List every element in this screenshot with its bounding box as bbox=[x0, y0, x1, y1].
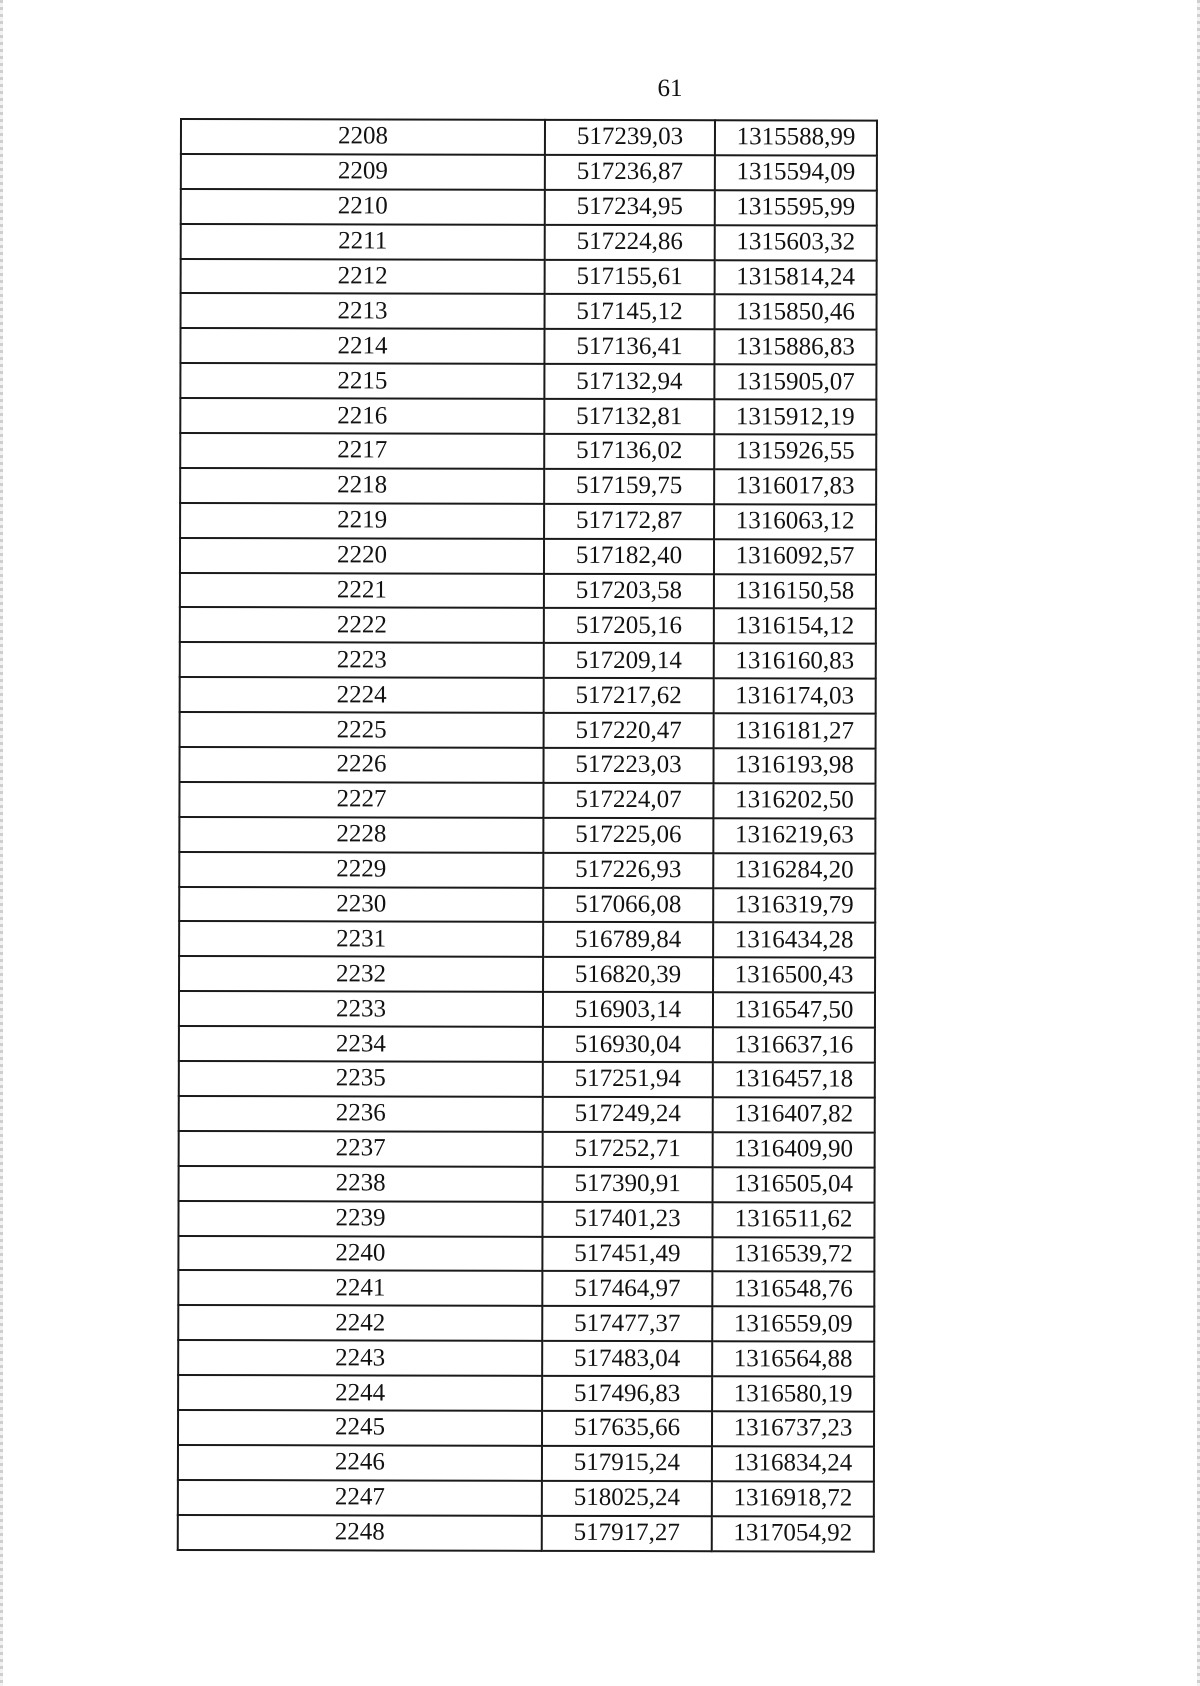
table-row bbox=[178, 1375, 874, 1411]
y-coordinate-cell: 1316737,23 bbox=[712, 1411, 874, 1446]
point-number-cell: 2221 bbox=[180, 573, 544, 609]
table-row bbox=[180, 538, 876, 574]
x-coordinate-cell: 517226,93 bbox=[543, 853, 713, 888]
point-number-cell: 2243 bbox=[178, 1340, 542, 1376]
point-number-cell: 2210 bbox=[181, 189, 545, 225]
y-coordinate-cell: 1315814,24 bbox=[715, 260, 877, 295]
table-row bbox=[179, 747, 875, 783]
point-number-cell: 2242 bbox=[178, 1305, 542, 1341]
x-coordinate-cell: 517220,47 bbox=[544, 713, 714, 748]
y-coordinate-cell: 1316539,72 bbox=[712, 1237, 874, 1272]
x-coordinate-cell: 516820,39 bbox=[543, 957, 713, 992]
x-coordinate-cell: 517182,40 bbox=[544, 539, 714, 574]
y-coordinate-cell: 1316547,50 bbox=[713, 992, 875, 1027]
x-coordinate-cell: 517159,75 bbox=[544, 469, 714, 504]
x-coordinate-cell: 517915,24 bbox=[542, 1446, 712, 1481]
x-coordinate-cell: 517464,97 bbox=[542, 1271, 712, 1306]
y-coordinate-cell: 1316500,43 bbox=[713, 958, 875, 993]
y-coordinate-cell: 1316559,09 bbox=[712, 1306, 874, 1341]
point-number-cell: 2248 bbox=[178, 1515, 542, 1551]
point-number-cell: 2229 bbox=[179, 852, 543, 888]
table-row bbox=[181, 259, 877, 295]
x-coordinate-cell: 516930,04 bbox=[543, 1027, 713, 1062]
x-coordinate-cell: 516789,84 bbox=[543, 922, 713, 957]
table-row bbox=[178, 1515, 874, 1551]
y-coordinate-cell: 1316017,83 bbox=[714, 469, 876, 504]
x-coordinate-cell: 517496,83 bbox=[542, 1376, 712, 1411]
table-row bbox=[178, 1270, 874, 1306]
table-row bbox=[178, 1305, 874, 1341]
y-coordinate-cell: 1315905,07 bbox=[714, 364, 876, 399]
table-row bbox=[179, 817, 875, 853]
table-row bbox=[180, 642, 876, 678]
y-coordinate-cell: 1316409,90 bbox=[713, 1132, 875, 1167]
y-coordinate-cell: 1316457,18 bbox=[713, 1062, 875, 1097]
y-coordinate-cell: 1316918,72 bbox=[712, 1481, 874, 1516]
point-number-cell: 2244 bbox=[178, 1375, 542, 1411]
table-row bbox=[181, 119, 877, 155]
x-coordinate-cell: 517203,58 bbox=[544, 573, 714, 608]
point-number-cell: 2217 bbox=[180, 433, 544, 469]
y-coordinate-cell: 1316834,24 bbox=[712, 1446, 874, 1481]
table-row bbox=[179, 887, 875, 923]
point-number-cell: 2232 bbox=[179, 956, 543, 992]
table-row bbox=[179, 852, 875, 888]
x-coordinate-cell: 516903,14 bbox=[543, 992, 713, 1027]
table-row bbox=[181, 189, 877, 225]
table-row bbox=[179, 1131, 875, 1167]
x-coordinate-cell: 517917,27 bbox=[542, 1515, 712, 1550]
x-coordinate-cell: 517401,23 bbox=[542, 1201, 712, 1236]
x-coordinate-cell: 517132,81 bbox=[544, 399, 714, 434]
table-row bbox=[180, 328, 876, 364]
point-number-cell: 2246 bbox=[178, 1445, 542, 1481]
table-row bbox=[178, 1445, 874, 1481]
x-coordinate-cell: 517136,02 bbox=[544, 434, 714, 469]
x-coordinate-cell: 517145,12 bbox=[545, 294, 715, 329]
y-coordinate-cell: 1317054,92 bbox=[712, 1516, 874, 1551]
y-coordinate-cell: 1316284,20 bbox=[713, 853, 875, 888]
point-number-cell: 2235 bbox=[179, 1061, 543, 1097]
y-coordinate-cell: 1316505,04 bbox=[713, 1167, 875, 1202]
point-number-cell: 2211 bbox=[181, 224, 545, 260]
table-row bbox=[180, 607, 876, 643]
point-number-cell: 2241 bbox=[178, 1270, 542, 1306]
x-coordinate-cell: 517132,94 bbox=[544, 364, 714, 399]
x-coordinate-cell: 517249,24 bbox=[543, 1097, 713, 1132]
y-coordinate-cell: 1316637,16 bbox=[713, 1027, 875, 1062]
x-coordinate-cell: 517136,41 bbox=[544, 329, 714, 364]
x-coordinate-cell: 517234,95 bbox=[545, 190, 715, 225]
table-row bbox=[180, 468, 876, 504]
table-row bbox=[180, 573, 876, 609]
point-number-cell: 2216 bbox=[180, 398, 544, 434]
y-coordinate-cell: 1316181,27 bbox=[714, 713, 876, 748]
point-number-cell: 2214 bbox=[180, 328, 544, 364]
x-coordinate-cell: 517209,14 bbox=[544, 643, 714, 678]
scan-edge-left bbox=[0, 0, 3, 1686]
y-coordinate-cell: 1316219,63 bbox=[713, 818, 875, 853]
table-row bbox=[180, 503, 876, 539]
point-number-cell: 2228 bbox=[179, 817, 543, 853]
y-coordinate-cell: 1316063,12 bbox=[714, 504, 876, 539]
y-coordinate-cell: 1315926,55 bbox=[714, 434, 876, 469]
y-coordinate-cell: 1316407,82 bbox=[713, 1097, 875, 1132]
table-row bbox=[178, 1410, 874, 1446]
table-row bbox=[178, 1480, 874, 1516]
y-coordinate-cell: 1316160,83 bbox=[714, 644, 876, 679]
table-row bbox=[180, 712, 876, 748]
x-coordinate-cell: 517172,87 bbox=[544, 504, 714, 539]
y-coordinate-cell: 1316564,88 bbox=[712, 1341, 874, 1376]
point-number-cell: 2247 bbox=[178, 1480, 542, 1516]
coordinates-table-body bbox=[178, 119, 877, 1551]
y-coordinate-cell: 1316154,12 bbox=[714, 609, 876, 644]
point-number-cell: 2227 bbox=[179, 782, 543, 818]
point-number-cell: 2218 bbox=[180, 468, 544, 504]
y-coordinate-cell: 1316548,76 bbox=[712, 1272, 874, 1307]
table-row bbox=[180, 433, 876, 469]
y-coordinate-cell: 1315588,99 bbox=[715, 120, 877, 155]
table-row bbox=[180, 398, 876, 434]
point-number-cell: 2209 bbox=[181, 154, 545, 190]
page-number: 61 bbox=[657, 75, 683, 102]
x-coordinate-cell: 517252,71 bbox=[543, 1132, 713, 1167]
point-number-cell: 2215 bbox=[180, 363, 544, 399]
point-number-cell: 2213 bbox=[181, 293, 545, 329]
x-coordinate-cell: 517224,07 bbox=[543, 783, 713, 818]
table-row bbox=[181, 224, 877, 260]
x-coordinate-cell: 517155,61 bbox=[545, 259, 715, 294]
point-number-cell: 2231 bbox=[179, 921, 543, 957]
table-row bbox=[179, 782, 875, 818]
x-coordinate-cell: 517225,06 bbox=[543, 818, 713, 853]
x-coordinate-cell: 517483,04 bbox=[542, 1341, 712, 1376]
point-number-cell: 2237 bbox=[179, 1131, 543, 1167]
y-coordinate-cell: 1315886,83 bbox=[714, 330, 876, 365]
y-coordinate-cell: 1315912,19 bbox=[714, 399, 876, 434]
y-coordinate-cell: 1316511,62 bbox=[712, 1202, 874, 1237]
point-number-cell: 2212 bbox=[181, 259, 545, 295]
table-row bbox=[180, 677, 876, 713]
table-row bbox=[179, 1166, 875, 1202]
y-coordinate-cell: 1315850,46 bbox=[715, 295, 877, 330]
x-coordinate-cell: 517477,37 bbox=[542, 1306, 712, 1341]
point-number-cell: 2230 bbox=[179, 887, 543, 923]
x-coordinate-cell: 517451,49 bbox=[542, 1236, 712, 1271]
y-coordinate-cell: 1316434,28 bbox=[713, 923, 875, 958]
point-number-cell: 2236 bbox=[179, 1096, 543, 1132]
x-coordinate-cell: 517239,03 bbox=[545, 120, 715, 155]
point-number-cell: 2224 bbox=[180, 677, 544, 713]
point-number-cell: 2220 bbox=[180, 538, 544, 574]
table-row bbox=[181, 293, 877, 329]
point-number-cell: 2240 bbox=[178, 1235, 542, 1271]
x-coordinate-cell: 517251,94 bbox=[543, 1062, 713, 1097]
point-number-cell: 2226 bbox=[179, 747, 543, 783]
x-coordinate-cell: 517635,66 bbox=[542, 1411, 712, 1446]
table-row bbox=[179, 1096, 875, 1132]
y-coordinate-cell: 1316202,50 bbox=[713, 783, 875, 818]
x-coordinate-cell: 518025,24 bbox=[542, 1481, 712, 1516]
y-coordinate-cell: 1316174,03 bbox=[714, 678, 876, 713]
table-row bbox=[180, 363, 876, 399]
coordinates-table bbox=[177, 118, 878, 1552]
y-coordinate-cell: 1316580,19 bbox=[712, 1376, 874, 1411]
point-number-cell: 2239 bbox=[178, 1201, 542, 1237]
point-number-cell: 2208 bbox=[181, 119, 545, 155]
table-row bbox=[179, 991, 875, 1027]
x-coordinate-cell: 517223,03 bbox=[543, 748, 713, 783]
x-coordinate-cell: 517390,91 bbox=[543, 1167, 713, 1202]
table-row bbox=[181, 154, 877, 190]
x-coordinate-cell: 517217,62 bbox=[544, 678, 714, 713]
point-number-cell: 2233 bbox=[179, 991, 543, 1027]
y-coordinate-cell: 1315603,32 bbox=[715, 225, 877, 260]
point-number-cell: 2219 bbox=[180, 503, 544, 539]
table-row bbox=[178, 1340, 874, 1376]
y-coordinate-cell: 1316092,57 bbox=[714, 539, 876, 574]
table-row bbox=[179, 921, 875, 957]
x-coordinate-cell: 517205,16 bbox=[544, 608, 714, 643]
y-coordinate-cell: 1315594,09 bbox=[715, 155, 877, 190]
table-row bbox=[179, 1061, 875, 1097]
y-coordinate-cell: 1315595,99 bbox=[715, 190, 877, 225]
y-coordinate-cell: 1316193,98 bbox=[713, 748, 875, 783]
point-number-cell: 2238 bbox=[179, 1166, 543, 1202]
x-coordinate-cell: 517224,86 bbox=[545, 224, 715, 259]
point-number-cell: 2245 bbox=[178, 1410, 542, 1446]
point-number-cell: 2223 bbox=[180, 642, 544, 678]
point-number-cell: 2225 bbox=[180, 712, 544, 748]
y-coordinate-cell: 1316319,79 bbox=[713, 888, 875, 923]
table-row bbox=[178, 1201, 874, 1237]
x-coordinate-cell: 517066,08 bbox=[543, 887, 713, 922]
x-coordinate-cell: 517236,87 bbox=[545, 155, 715, 190]
table-row bbox=[179, 956, 875, 992]
table-row bbox=[179, 1026, 875, 1062]
point-number-cell: 2222 bbox=[180, 607, 544, 643]
y-coordinate-cell: 1316150,58 bbox=[714, 574, 876, 609]
point-number-cell: 2234 bbox=[179, 1026, 543, 1062]
table-row bbox=[178, 1235, 874, 1271]
